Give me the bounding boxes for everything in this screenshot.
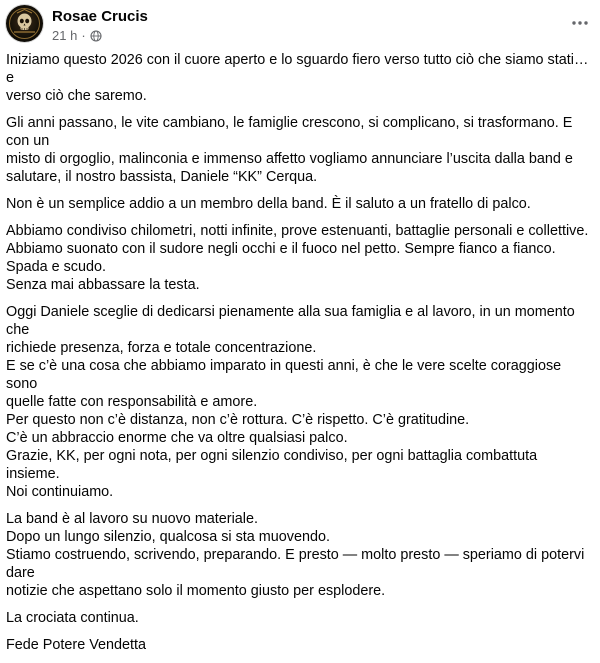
more-options-button[interactable]	[566, 11, 594, 35]
post-paragraph: La band è al lavoro su nuovo materiale. Dopo un lungo silenzio, qualcosa si sta muovendo. Stiamo costruendo, scrivendo, preparando. E presto — molto presto — speriamo di potervi dare notizie che aspettano solo il momento giusto per esplodere.	[6, 511, 585, 599]
post-paragraph: La crociata continua.	[6, 610, 139, 626]
more-options-icon	[572, 21, 588, 25]
post-paragraph: Iniziamo questo 2026 con il cuore aperto e lo sguardo fiero verso tutto ciò che siamo stati… e verso ciò che saremo.	[6, 52, 589, 104]
post-meta	[52, 28, 102, 43]
post-signature: Fede Potere Vendetta	[6, 637, 147, 653]
post-paragraph: Abbiamo condiviso chilometri, notti infinite, prove estenuanti, battaglie personali e collettive. Abbiamo suonato con il sudore negli occhi e il fuoco nel petto. Sempre fianco a fianco. Spada e scudo. Senza mai abbassare la testa.	[6, 223, 589, 293]
post-paragraph: Non è un semplice addio a un membro della band. È il saluto a un fratello di palco.	[6, 196, 531, 212]
page-name-link[interactable]: Rosae Crucis	[52, 8, 148, 25]
page-avatar[interactable]	[6, 5, 43, 42]
globe-icon	[90, 30, 102, 42]
post-paragraph: Gli anni passano, le vite cambiano, le famiglie crescono, si complicano, si trasformano. E con un misto di orgoglio, malinconia e immenso affetto vogliamo annunciare l’uscita dalla band e salutare, il nostro bassista, Daniele “KK” Cerqua.	[6, 115, 573, 185]
post-header	[6, 5, 594, 45]
post-text	[6, 51, 594, 663]
post-timestamp[interactable]: 21 h	[52, 28, 78, 43]
post-paragraph: Oggi Daniele sceglie di dedicarsi pienamente alla sua famiglia e al lavoro, in un momento che richiede presenza, forza e totale concentrazione. E se c’è una cosa che abbiamo imparato in questi anni, è che le vere scelte coraggiose sono quelle fatte con responsabilità e amore. Per questo non c’è distanza, non c’è rottura. C’è rispetto. C’è gratitudine. C’è un abbraccio enorme che va oltre qualsiasi palco. Grazie, KK, per ogni nota, per ogni silenzio condiviso, per ogni battaglia combattuta insieme. Noi continuiamo.	[6, 304, 575, 500]
skull-emblem-icon	[6, 5, 43, 42]
meta-separator: ·	[81, 28, 86, 43]
